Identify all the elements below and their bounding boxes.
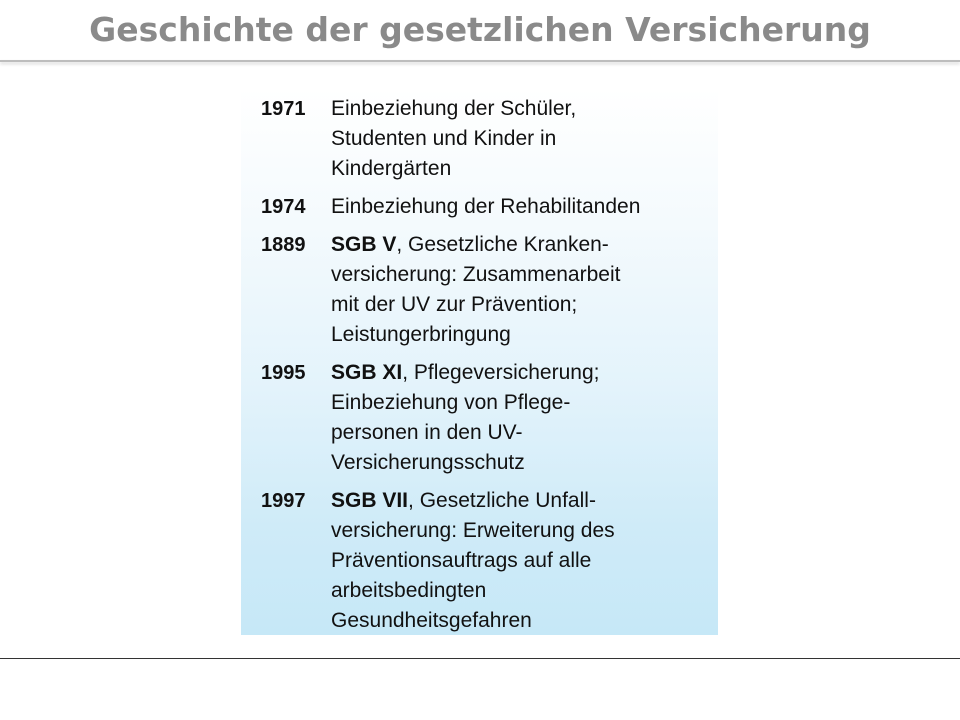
timeline-description: [331, 230, 711, 350]
timeline-description: [331, 192, 711, 222]
timeline-entry-1974: [241, 192, 718, 222]
timeline-description: [331, 486, 711, 636]
timeline-description: [331, 94, 711, 184]
timeline-entry-1889: [241, 230, 718, 350]
timeline-year: 1889: [261, 234, 306, 256]
timeline-description-text: Einbeziehung der Rehabilitanden: [331, 195, 641, 218]
law-code: SGB V: [331, 233, 397, 256]
timeline-description-text: , Gesetzliche Unfall- versicherung: Erweiterung des Präventionsauftrags auf alle arbeitsbedingten Gesundheitsgefahren: [331, 489, 615, 632]
law-code: SGB XI: [331, 361, 403, 384]
timeline-entry-1997: [241, 486, 718, 636]
timeline-table: [241, 88, 718, 635]
slide-title: Geschichte der gesetzlichen Versicherung: [89, 10, 871, 49]
timeline-description: [331, 358, 711, 478]
timeline-description-text: , Pflegeversicherung; Einbeziehung von Pflege- personen in den UV- Versicherungsschutz: [331, 361, 600, 474]
timeline-entry-1971: [241, 94, 718, 184]
timeline-year: 1995: [261, 362, 306, 384]
footer-divider: [0, 658, 960, 659]
timeline-year: 1971: [261, 98, 306, 120]
timeline-description-text: , Gesetzliche Kranken- versicherung: Zusammenarbeit mit der UV zur Prävention; Leistungerbringung: [331, 233, 621, 346]
timeline-description-text: Einbeziehung der Schüler, Studenten und Kinder in Kindergärten: [331, 97, 577, 180]
timeline-entry-1995: [241, 358, 718, 478]
title-divider: [0, 60, 960, 62]
law-code: SGB VII: [331, 489, 409, 512]
timeline-year: 1974: [261, 196, 306, 218]
timeline-year: 1997: [261, 490, 306, 512]
